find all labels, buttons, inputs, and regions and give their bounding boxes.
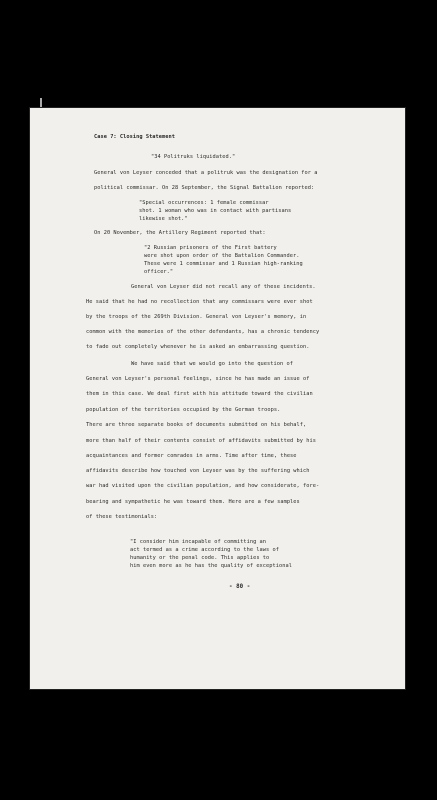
text-line-10: These were 1 commissar and 1 Russian high-ranking <box>144 261 303 267</box>
text-line-21: There are three separate books of documents submitted on his behalf, <box>86 422 307 428</box>
text-line-20: population of the territories occupied by the German troops. <box>86 407 281 413</box>
text-line-28: "I consider him incapable of committing an <box>130 539 267 545</box>
text-line-25: war had visited upon the civilian population, and how considerate, fore- <box>86 483 320 489</box>
text-line-12: General von Leyser did not recall any of these incidents. <box>131 284 316 290</box>
page-number: - 80 - <box>229 584 251 590</box>
text-line-5: shot. 1 woman who was in contact with partisans <box>139 208 292 214</box>
text-line-27: of these testimonials: <box>86 514 158 520</box>
document-header: Case 7: Closing Statement <box>94 134 175 140</box>
text-line-24: affidavits describe how touched von Leyser was by the suffering which <box>86 468 310 474</box>
text-line-23: acquaintances and former comrades in arms. Time after time, these <box>86 453 297 459</box>
text-line-6: likewise shot." <box>139 216 188 222</box>
text-line-7: On 20 November, the Artillery Regiment reported that: <box>94 230 266 236</box>
text-line-14: by the troops of the 269th Division. General von Leyser's memory, in <box>86 314 307 320</box>
text-line-19: them in this case. We deal first with his attitude toward the civilian <box>86 391 313 397</box>
text-line-15: common with the memories of the other defendants, has a chronic tendency <box>86 329 320 335</box>
text-line-31: him even more as he has the quality of exceptional <box>130 563 292 569</box>
text-line-17: We have said that we would go into the question of <box>131 361 293 367</box>
text-line-8: "2 Russian prisoners of the First battery <box>144 245 277 251</box>
document-page <box>29 107 406 690</box>
text-line-9: were shot upon order of the Battalion Commander. <box>144 253 300 259</box>
text-line-16: to fade out completely whenever he is asked an embarrassing question. <box>86 344 310 350</box>
text-line-13: He said that he had no recollection that any commissars were ever shot <box>86 299 313 305</box>
text-line-29: act termed as a crime according to the laws of <box>130 547 279 553</box>
text-line-22: more than half of their contents consist of affidavits submitted by his <box>86 438 316 444</box>
text-line-1: "34 Politruks liquidated." <box>151 154 236 160</box>
text-line-30: humanity or the penal code. This applies to <box>130 555 270 561</box>
text-line-11: officer." <box>144 269 174 275</box>
text-line-26: bearing and sympathetic he was toward them. Here are a few samples <box>86 499 300 505</box>
text-line-18: General von Leyser's personal feelings, since he has made an issue of <box>86 376 310 382</box>
text-line-3: political commissar. On 28 September, the Signal Battalion reported: <box>94 185 315 191</box>
text-line-2: General von Leyser conceded that a politruk was the designation for a <box>94 170 318 176</box>
text-line-4: "Special occurrences: 1 female commissar <box>139 200 269 206</box>
